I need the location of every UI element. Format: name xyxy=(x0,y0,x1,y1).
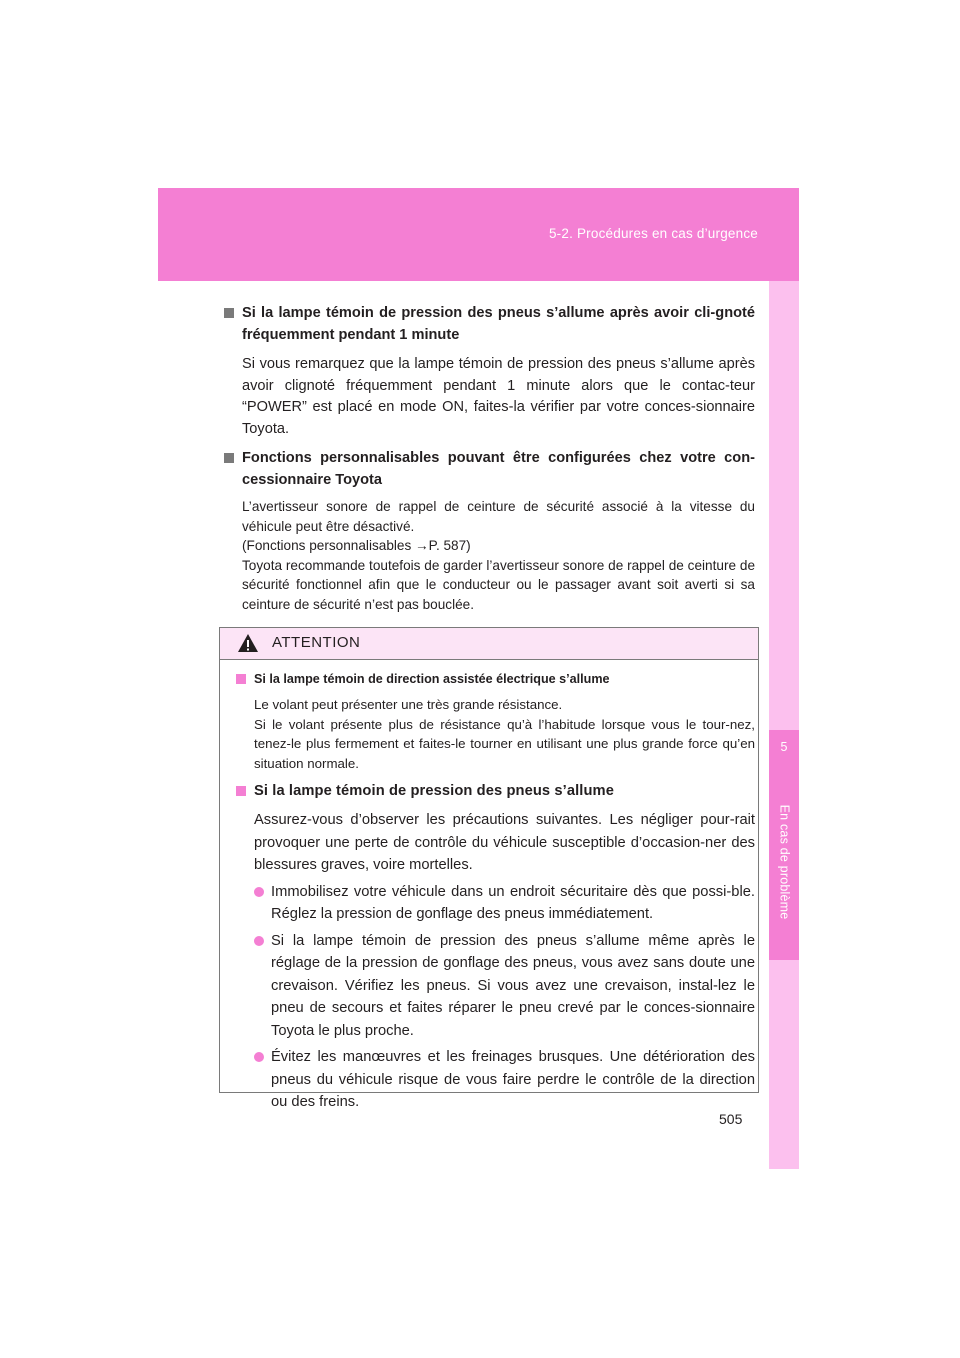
square-bullet-icon xyxy=(224,453,234,463)
warning-section-heading: Si la lampe témoin de pression des pneus s’allume xyxy=(254,783,614,799)
chapter-label: En cas de problème xyxy=(777,804,791,920)
round-bullet-icon xyxy=(254,1052,264,1062)
chapter-number: 5 xyxy=(780,740,788,754)
warning-triangle-icon xyxy=(237,633,259,653)
warning-bullet xyxy=(254,1046,755,1114)
page-number: 505 xyxy=(719,1111,743,1127)
round-bullet-icon xyxy=(254,887,264,897)
chapter-tab xyxy=(769,730,799,960)
item-paragraph: L’avertisseur sonore de rappel de ceinture de sécurité associé à la vitesse du véhicule peut être désactivé. xyxy=(242,499,755,534)
warning-bullet-text: Si la lampe témoin de pression des pneus s’allume même après le réglage de la pression de gonflage des pneus, vous avez sans doute une crevaison. Vérifiez les pneus. Si vous avez une crevaison, instal-lez le pneu de secours et faites réparer le pneu crevé par le conces-sionnaire Toyota le plus proche. xyxy=(271,932,755,1039)
side-tab xyxy=(769,281,799,1169)
item-heading: Fonctions personnalisables pouvant être configurées chez votre con-cessionnaire Toyota xyxy=(242,450,755,488)
item-text xyxy=(242,497,755,614)
section-header-band xyxy=(158,188,799,281)
warning-section-text xyxy=(254,695,755,773)
warning-box xyxy=(219,627,759,1110)
warning-section-text: Assurez-vous d’observer les précautions suivantes. Les négliger pour-rait provoquer une perte de contrôle du véhicule susceptible d’occasion-ner des blessures graves, voire mortelles. xyxy=(254,812,755,873)
warning-body xyxy=(236,670,755,1114)
warning-bullet-text: Immobilisez votre véhicule dans un endroit sécuritaire dès que possi-ble. Réglez la pression de gonflage des pneus immédiatement. xyxy=(271,883,755,922)
warning-section-tpms xyxy=(236,781,755,1114)
section-title: 5-2. Procédures en cas d’urgence xyxy=(548,226,758,241)
warning-section-power-steering xyxy=(236,670,755,773)
square-bullet-icon xyxy=(236,674,246,684)
item-paragraph: Toyota recommande toutefois de garder l’avertisseur sonore de rappel de ceinture de sécurité fonctionnel afin que le conducteur ou le passager avant soit averti si sa ceinture de sécurité n’est pas bouclée. xyxy=(242,557,755,612)
warning-paragraph: Le volant peut présenter une très grande résistance. xyxy=(254,697,563,712)
warning-section-heading: Si la lampe témoin de direction assistée électrique s’allume xyxy=(254,672,610,686)
square-bullet-icon xyxy=(236,786,246,796)
warning-bullet xyxy=(254,881,755,926)
warning-bullet-text: Évitez les manœuvres et les freinages brusques. Une détérioration des pneus du véhicule risque de vous faire perdre le contrôle de la direction ou des freins. xyxy=(271,1049,755,1110)
warning-title: ATTENTION xyxy=(272,634,361,651)
square-bullet-icon xyxy=(224,308,234,318)
warning-paragraph: Si le volant présente plus de résistance qu’à l’habitude lorsque vous le tour-nez, tenez-le plus fermement et faites-le tourner en utilisant une plus grande force qu’en situation normale. xyxy=(254,716,755,771)
item-heading: Si la lampe témoin de pression des pneus s’allume après avoir cli-gnoté fréquemment pendant 1 minute xyxy=(242,305,755,343)
round-bullet-icon xyxy=(254,936,264,946)
info-item-custom-functions xyxy=(223,448,755,614)
warning-header xyxy=(220,628,758,660)
chapter-label-wrap xyxy=(769,772,799,952)
item-text: Si vous remarquez que la lampe témoin de pression des pneus s’allume après avoir clignoté fréquemment pendant 1 minute alors que le contac-teur “POWER” est placé en mode ON, faites-la vérifier par votre conces-sionnaire Toyota. xyxy=(242,356,755,437)
main-content xyxy=(223,303,755,614)
info-item-tpms-blink xyxy=(223,303,755,440)
warning-bullet xyxy=(254,930,755,1043)
item-paragraph-ref: (Fonctions personnalisables →P. 587) xyxy=(242,538,471,553)
